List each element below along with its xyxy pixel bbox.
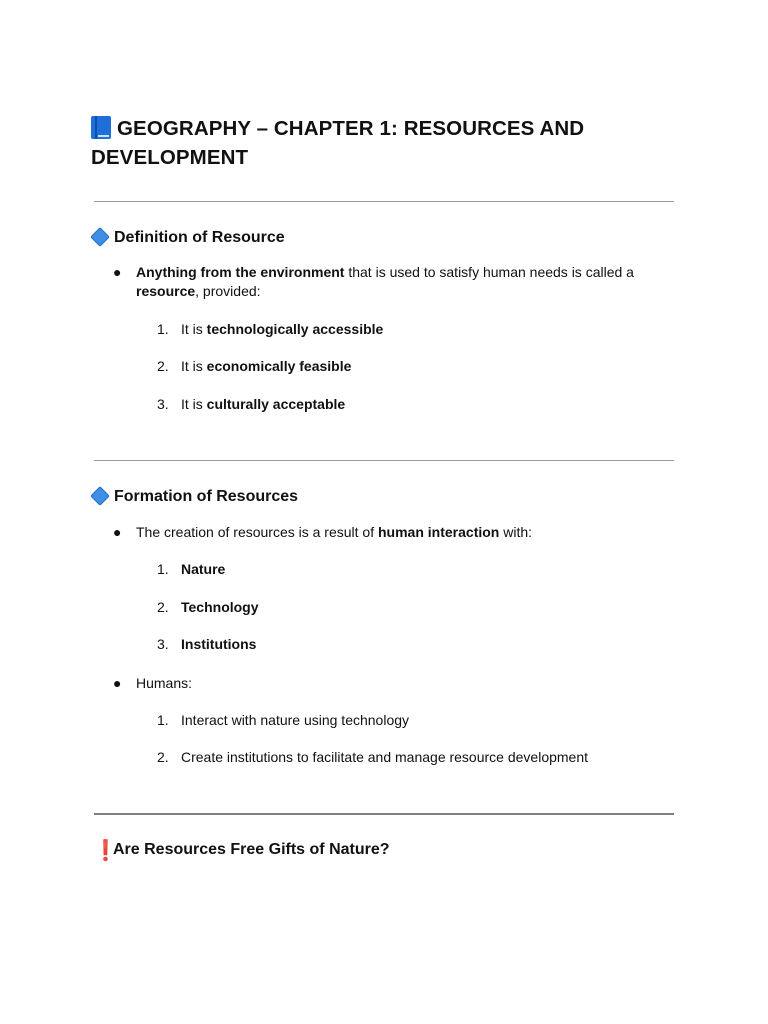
item-text — [181, 635, 256, 654]
item-number: 1. — [157, 321, 169, 337]
item-number: 2. — [157, 749, 169, 765]
plain-text: It is — [181, 321, 207, 337]
blue-diamond-icon — [90, 486, 108, 504]
item-number: 3. — [157, 396, 169, 412]
bold-text: human interaction — [378, 524, 500, 540]
divider — [94, 201, 674, 202]
item-text — [181, 320, 383, 339]
item-text — [181, 357, 351, 376]
item-text — [181, 560, 225, 579]
bold-text: Anything from the environment — [136, 264, 345, 280]
bullet-dot: ● — [113, 524, 122, 540]
title-line-1: GEOGRAPHY – CHAPTER 1: RESOURCES AND — [117, 117, 585, 140]
item-text: Create institutions to facilitate and manage resource development — [181, 749, 589, 765]
bullet-text — [136, 263, 656, 301]
section-heading-free-gifts — [90, 840, 390, 861]
section-heading-text: Are Resources Free Gifts of Nature? — [113, 841, 390, 858]
section-heading-formation — [90, 486, 298, 507]
section-heading-text: Definition of Resource — [114, 229, 285, 246]
plain-text: It is — [181, 396, 207, 412]
divider — [94, 813, 674, 815]
item-number: 2. — [157, 358, 169, 374]
item-text — [181, 395, 345, 414]
section-heading-definition — [90, 227, 285, 248]
red-exclamation-icon: ❗ — [93, 840, 118, 862]
item-number: 3. — [157, 636, 169, 652]
plain-text: that is used to satisfy human needs is called a — [344, 264, 634, 280]
blue-book-icon — [91, 116, 111, 139]
plain-text: , provided: — [195, 283, 261, 299]
plain-text: It is — [181, 358, 207, 374]
bullet-dot: ● — [113, 264, 122, 280]
bold-text: Technology — [181, 599, 259, 615]
item-text — [181, 598, 259, 617]
title-line-2: DEVELOPMENT — [91, 146, 249, 169]
blue-diamond-icon — [90, 227, 108, 245]
section-heading-text: Formation of Resources — [114, 488, 299, 505]
bullet-dot: ● — [113, 675, 122, 691]
bold-text: technologically accessible — [206, 321, 384, 337]
page-title — [91, 114, 691, 172]
bold-text: resource — [136, 283, 196, 299]
bold-text: Institutions — [181, 636, 257, 652]
bullet-text — [136, 523, 656, 542]
item-number: 2. — [157, 599, 169, 615]
plain-text: with: — [499, 524, 533, 540]
bullet-text: Humans: — [136, 675, 193, 691]
item-number: 1. — [157, 712, 169, 728]
bold-text: economically feasible — [206, 358, 352, 374]
divider — [94, 460, 674, 461]
bold-text: Nature — [181, 561, 226, 577]
plain-text: The creation of resources is a result of — [136, 524, 378, 540]
item-text: Interact with nature using technology — [181, 712, 410, 728]
item-number: 1. — [157, 561, 169, 577]
bold-text: culturally acceptable — [206, 396, 346, 412]
